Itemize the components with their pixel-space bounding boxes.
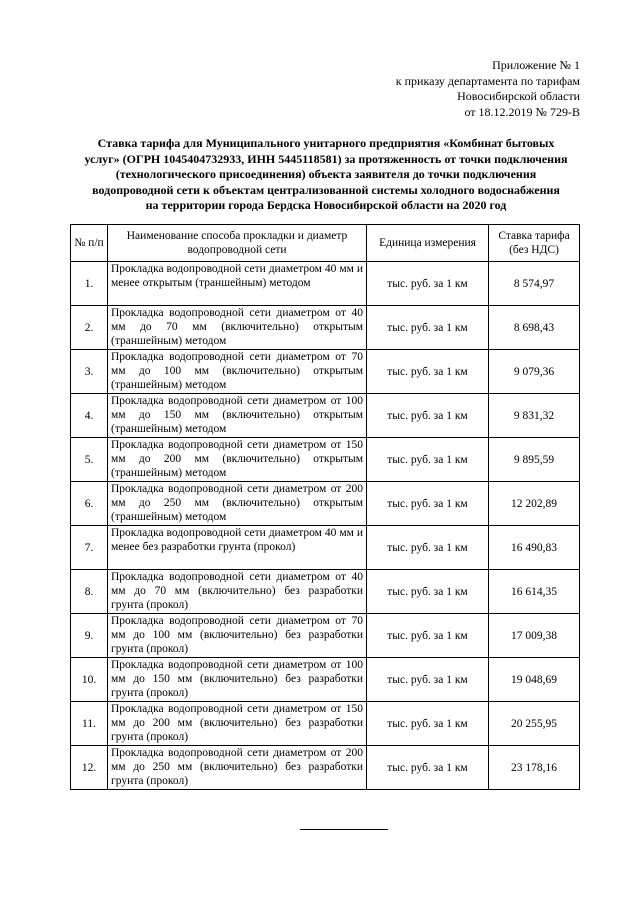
cell-num: 9. (71, 614, 108, 658)
cell-unit: тыс. руб. за 1 км (367, 306, 489, 350)
appendix-line: к приказу департамента по тарифам (395, 73, 580, 88)
cell-rate: 23 178,16 (489, 746, 580, 790)
title-line: Ставка тарифа для Муниципального унитарного предприятия «Комбинат бытовых (97, 136, 555, 150)
table-row (71, 658, 580, 702)
title-line: водопроводной сети к объектам централизованной системы холодного водоснабжения (92, 182, 560, 197)
table-row (71, 614, 580, 658)
cell-rate: 20 255,95 (489, 702, 580, 746)
cell-num: 5. (71, 438, 108, 482)
header-unit: Единица измерения (367, 225, 489, 262)
cell-rate: 8 698,43 (489, 306, 580, 350)
cell-name: Прокладка водопроводной сети диаметром 40 мм и менее открытым (траншейным) методом (108, 262, 367, 306)
cell-num: 10. (71, 658, 108, 702)
cell-num: 6. (71, 482, 108, 526)
cell-name: Прокладка водопроводной сети диаметром от 100 мм до 150 мм (включительно) без разработки грунта (прокол) (108, 658, 367, 702)
cell-unit: тыс. руб. за 1 км (367, 570, 489, 614)
cell-num: 11. (71, 702, 108, 746)
table-row (71, 306, 580, 350)
cell-name: Прокладка водопроводной сети диаметром от 150 мм до 200 мм (включительно) открытым (траншейным) методом (108, 438, 367, 482)
cell-unit: тыс. руб. за 1 км (367, 614, 489, 658)
tariff-table (70, 224, 580, 790)
cell-num: 8. (71, 570, 108, 614)
table-header-row (71, 225, 580, 262)
table-row (71, 262, 580, 306)
cell-unit: тыс. руб. за 1 км (367, 394, 489, 438)
appendix-header (396, 58, 580, 120)
appendix-line: Приложение № 1 (492, 58, 580, 72)
cell-unit: тыс. руб. за 1 км (367, 702, 489, 746)
table-row (71, 350, 580, 394)
cell-num: 2. (71, 306, 108, 350)
table-row (71, 482, 580, 526)
cell-rate: 9 895,59 (489, 438, 580, 482)
title-line: на территории города Бердска Новосибирской области на 2020 год (145, 198, 507, 212)
cell-name: Прокладка водопроводной сети диаметром 40 мм и менее без разработки грунта (прокол) (108, 526, 367, 570)
cell-name: Прокладка водопроводной сети диаметром от 40 мм до 70 мм (включительно) открытым (траншейным) методом (108, 306, 367, 350)
cell-num: 3. (71, 350, 108, 394)
cell-num: 7. (71, 526, 108, 570)
cell-unit: тыс. руб. за 1 км (367, 350, 489, 394)
appendix-line: от 18.12.2019 № 729-В (464, 104, 580, 119)
cell-num: 4. (71, 394, 108, 438)
cell-num: 12. (71, 746, 108, 790)
table-row (71, 570, 580, 614)
table-row (71, 702, 580, 746)
cell-name: Прокладка водопроводной сети диаметром от 70 мм до 100 мм (включительно) открытым (траншейным) методом (108, 350, 367, 394)
document-title (72, 136, 580, 214)
cell-name: Прокладка водопроводной сети диаметром от 200 мм до 250 мм (включительно) без разработки грунта (прокол) (108, 746, 367, 790)
cell-rate: 12 202,89 (489, 482, 580, 526)
table-body (71, 262, 580, 790)
cell-rate: 17 009,38 (489, 614, 580, 658)
table-row (71, 746, 580, 790)
cell-name: Прокладка водопроводной сети диаметром от 40 мм до 70 мм (включительно) без разработки грунта (прокол) (108, 570, 367, 614)
cell-rate: 9 079,36 (489, 350, 580, 394)
cell-unit: тыс. руб. за 1 км (367, 746, 489, 790)
title-line: (технологического присоединения) объекта заявителя до точки подключения (115, 167, 537, 181)
cell-rate: 16 490,83 (489, 526, 580, 570)
cell-name: Прокладка водопроводной сети диаметром от 70 мм до 100 мм (включительно) без разработки грунта (прокол) (108, 614, 367, 658)
cell-num: 1. (71, 262, 108, 306)
table-row (71, 438, 580, 482)
cell-name: Прокладка водопроводной сети диаметром от 150 мм до 200 мм (включительно) без разработки грунта (прокол) (108, 702, 367, 746)
header-name: Наименование способа прокладки и диаметр водопроводной сети (108, 225, 367, 262)
header-num: № п/п (71, 225, 108, 262)
table-row (71, 394, 580, 438)
cell-rate: 8 574,97 (489, 262, 580, 306)
cell-rate: 9 831,32 (489, 394, 580, 438)
cell-unit: тыс. руб. за 1 км (367, 262, 489, 306)
cell-rate: 16 614,35 (489, 570, 580, 614)
footer-divider (300, 829, 388, 830)
title-line: услуг» (ОГРН 1045404732933, ИНН 5445118581) за протяженность от точки подключения (84, 151, 568, 166)
cell-unit: тыс. руб. за 1 км (367, 482, 489, 526)
table-row (71, 526, 580, 570)
appendix-line: Новосибирской области (457, 89, 580, 103)
header-rate: Ставка тарифа (без НДС) (489, 225, 580, 262)
cell-unit: тыс. руб. за 1 км (367, 658, 489, 702)
cell-unit: тыс. руб. за 1 км (367, 526, 489, 570)
cell-unit: тыс. руб. за 1 км (367, 438, 489, 482)
cell-rate: 19 048,69 (489, 658, 580, 702)
cell-name: Прокладка водопроводной сети диаметром от 200 мм до 250 мм (включительно) открытым (траншейным) методом (108, 482, 367, 526)
cell-name: Прокладка водопроводной сети диаметром от 100 мм до 150 мм (включительно) открытым (траншейным) методом (108, 394, 367, 438)
